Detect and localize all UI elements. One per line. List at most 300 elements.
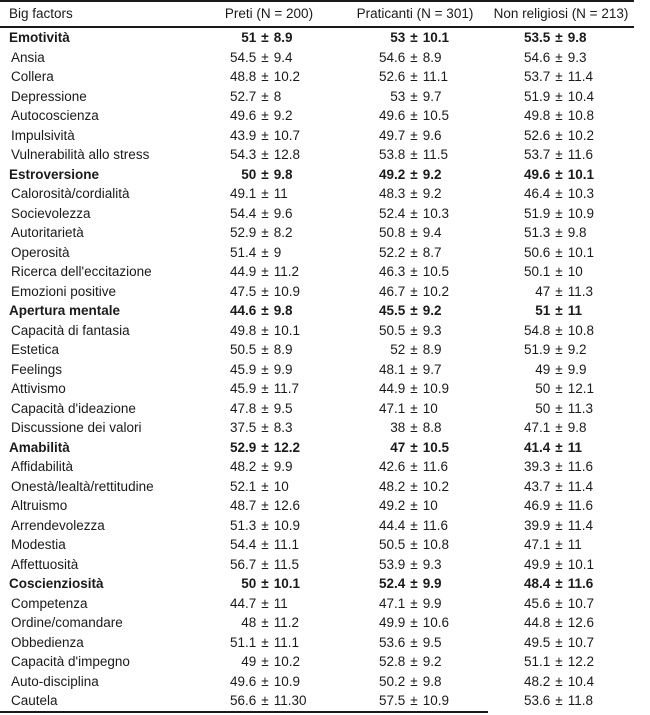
value-cell-prat bbox=[342, 27, 488, 48]
mean-value: 44.6 bbox=[230, 303, 257, 318]
value-cell-preti bbox=[196, 67, 342, 87]
mean-sd-value bbox=[196, 499, 342, 513]
plus-minus-icon: ± bbox=[261, 88, 269, 104]
facet-label: Onestà/lealtà/rettitudine bbox=[11, 478, 154, 494]
mean-sd-value bbox=[488, 460, 634, 474]
mean-sd-value bbox=[488, 694, 634, 708]
plus-minus-icon: ± bbox=[555, 244, 563, 260]
mean-sd-value bbox=[196, 207, 342, 221]
mean-value: 39.3 bbox=[524, 459, 551, 474]
sd-value: 11.7 bbox=[273, 381, 299, 396]
value-cell-nonrel bbox=[488, 496, 634, 516]
mean-value: 48.2 bbox=[230, 459, 257, 474]
mean-sd-value bbox=[342, 519, 488, 533]
facet-label: Impulsività bbox=[11, 127, 75, 143]
plus-minus-icon: ± bbox=[555, 576, 563, 591]
sd-value: 11 bbox=[567, 439, 582, 455]
value-cell-nonrel bbox=[488, 184, 634, 204]
plus-minus-icon: ± bbox=[410, 478, 418, 494]
value-cell-nonrel bbox=[488, 282, 634, 302]
mean-value: 51.3 bbox=[524, 225, 551, 240]
mean-sd-value bbox=[488, 441, 634, 455]
plus-minus-icon: ± bbox=[410, 322, 418, 338]
plus-minus-icon: ± bbox=[261, 283, 269, 299]
sd-value: 9.9 bbox=[567, 361, 587, 377]
plus-minus-icon: ± bbox=[261, 478, 269, 494]
mean-value: 52.8 bbox=[379, 654, 406, 669]
sd-value: 11.6 bbox=[567, 147, 593, 162]
value-cell-preti bbox=[196, 555, 342, 575]
plus-minus-icon: ± bbox=[410, 498, 418, 513]
mean-sd-value bbox=[342, 304, 488, 318]
sd-value: 9.6 bbox=[273, 205, 293, 221]
value-cell-prat bbox=[342, 516, 488, 536]
mean-value: 53.8 bbox=[379, 147, 406, 162]
value-cell-nonrel bbox=[488, 67, 634, 87]
mean-sd-value bbox=[196, 636, 342, 650]
mean-sd-value bbox=[342, 694, 488, 708]
mean-value: 54.3 bbox=[230, 147, 257, 162]
plus-minus-icon: ± bbox=[261, 595, 269, 611]
table-row bbox=[0, 301, 634, 321]
mean-sd-value bbox=[488, 226, 634, 240]
sd-value: 10.9 bbox=[422, 381, 449, 396]
sd-value: 10.5 bbox=[422, 108, 449, 123]
plus-minus-icon: ± bbox=[555, 303, 563, 318]
value-cell-preti bbox=[196, 418, 342, 438]
mean-sd-value bbox=[196, 51, 342, 65]
facet-label: Arrendevolezza bbox=[11, 517, 105, 533]
plus-minus-icon: ± bbox=[261, 264, 269, 279]
value-cell-nonrel bbox=[488, 535, 634, 555]
value-cell-nonrel bbox=[488, 516, 634, 536]
column-header-non-religiosi: Non religiosi (N = 213) bbox=[488, 1, 634, 27]
sd-value: 9.3 bbox=[422, 556, 442, 572]
mean-value: 44.7 bbox=[230, 595, 257, 611]
value-cell-prat bbox=[342, 126, 488, 146]
mean-sd-value bbox=[196, 694, 342, 708]
value-cell-prat bbox=[342, 438, 488, 458]
factor-label: Amabilità bbox=[9, 439, 70, 455]
value-cell-preti bbox=[196, 27, 342, 48]
value-cell-prat bbox=[342, 321, 488, 341]
value-cell-prat bbox=[342, 574, 488, 594]
mean-sd-value bbox=[488, 90, 634, 104]
mean-value: 53.5 bbox=[524, 30, 551, 45]
table-row bbox=[0, 145, 634, 165]
plus-minus-icon: ± bbox=[410, 400, 418, 416]
value-cell-prat bbox=[342, 477, 488, 497]
mean-value: 50 bbox=[535, 400, 551, 416]
mean-value: 56.7 bbox=[230, 556, 257, 572]
plus-minus-icon: ± bbox=[410, 49, 418, 65]
mean-sd-value bbox=[342, 148, 488, 162]
mean-sd-value bbox=[196, 226, 342, 240]
mean-value: 43.9 bbox=[230, 127, 257, 143]
sd-value: 9.8 bbox=[422, 673, 442, 689]
mean-sd-value bbox=[342, 70, 488, 84]
facet-label: Ricerca dell'eccitazione bbox=[11, 264, 152, 279]
mean-value: 49.5 bbox=[524, 634, 551, 650]
sd-value: 9.9 bbox=[422, 576, 442, 591]
table-row bbox=[0, 516, 634, 536]
plus-minus-icon: ± bbox=[410, 127, 418, 143]
sd-value: 11.4 bbox=[567, 478, 593, 494]
table-row bbox=[0, 574, 634, 594]
plus-minus-icon: ± bbox=[261, 634, 269, 650]
bottom-rule-gap bbox=[488, 712, 634, 715]
sd-value: 10.3 bbox=[567, 186, 594, 201]
plus-minus-icon: ± bbox=[410, 283, 418, 299]
plus-minus-icon: ± bbox=[555, 147, 563, 162]
sd-value: 8.7 bbox=[422, 244, 442, 260]
sd-value: 10.4 bbox=[567, 88, 594, 104]
plus-minus-icon: ± bbox=[410, 264, 418, 279]
plus-minus-icon: ± bbox=[261, 30, 269, 45]
value-cell-preti bbox=[196, 340, 342, 360]
sd-value: 10.8 bbox=[567, 322, 594, 338]
plus-minus-icon: ± bbox=[410, 693, 418, 708]
plus-minus-icon: ± bbox=[410, 303, 418, 318]
plus-minus-icon: ± bbox=[555, 283, 563, 299]
mean-sd-value bbox=[342, 421, 488, 435]
value-cell-nonrel bbox=[488, 555, 634, 575]
value-cell-prat bbox=[342, 282, 488, 302]
mean-value: 49.6 bbox=[524, 166, 551, 182]
mean-value: 52.9 bbox=[230, 225, 257, 240]
mean-value: 52.7 bbox=[230, 88, 257, 104]
value-cell-prat bbox=[342, 633, 488, 653]
mean-value: 47 bbox=[390, 439, 406, 455]
sd-value: 9.8 bbox=[273, 166, 293, 182]
value-cell-preti bbox=[196, 496, 342, 516]
value-cell-nonrel bbox=[488, 204, 634, 224]
mean-value: 53.7 bbox=[524, 69, 551, 84]
table-row bbox=[0, 67, 634, 87]
facet-label: Operosità bbox=[11, 244, 70, 260]
plus-minus-icon: ± bbox=[555, 30, 563, 45]
sd-value: 9.8 bbox=[567, 225, 587, 240]
table-row bbox=[0, 691, 634, 712]
sd-value: 10.1 bbox=[422, 30, 449, 45]
sd-value: 9.8 bbox=[567, 30, 587, 45]
facet-label: Capacità d'impegno bbox=[11, 654, 130, 669]
mean-sd-value bbox=[488, 207, 634, 221]
table-row bbox=[0, 340, 634, 360]
mean-value: 48.7 bbox=[230, 498, 257, 513]
mean-sd-value bbox=[488, 246, 634, 260]
plus-minus-icon: ± bbox=[555, 361, 563, 377]
sd-value: 11.4 bbox=[567, 69, 593, 84]
mean-value: 50 bbox=[241, 166, 257, 182]
mean-sd-value bbox=[196, 441, 342, 455]
mean-sd-value bbox=[342, 90, 488, 104]
sd-value: 12.8 bbox=[273, 147, 300, 162]
mean-value: 49.2 bbox=[379, 166, 406, 182]
value-cell-preti bbox=[196, 360, 342, 380]
sd-value: 10.9 bbox=[422, 693, 449, 708]
mean-value: 54.4 bbox=[230, 205, 257, 221]
facet-label: Affidabilità bbox=[11, 459, 74, 474]
mean-value: 54.6 bbox=[379, 49, 406, 65]
mean-value: 50.5 bbox=[379, 537, 406, 552]
value-cell-prat bbox=[342, 399, 488, 419]
mean-sd-value bbox=[342, 538, 488, 552]
value-cell-preti bbox=[196, 652, 342, 672]
mean-sd-value bbox=[342, 558, 488, 572]
value-cell-preti bbox=[196, 165, 342, 185]
plus-minus-icon: ± bbox=[261, 342, 269, 357]
plus-minus-icon: ± bbox=[261, 439, 269, 455]
factor-label: Estroversione bbox=[9, 166, 100, 182]
plus-minus-icon: ± bbox=[410, 166, 418, 182]
mean-value: 42.6 bbox=[379, 459, 406, 474]
plus-minus-icon: ± bbox=[555, 595, 563, 611]
value-cell-prat bbox=[342, 67, 488, 87]
value-cell-nonrel bbox=[488, 457, 634, 477]
plus-minus-icon: ± bbox=[555, 400, 563, 416]
mean-sd-value bbox=[488, 558, 634, 572]
plus-minus-icon: ± bbox=[261, 693, 269, 708]
plus-minus-icon: ± bbox=[555, 673, 563, 689]
mean-sd-value bbox=[488, 187, 634, 201]
mean-sd-value bbox=[488, 480, 634, 494]
value-cell-preti bbox=[196, 204, 342, 224]
value-cell-prat bbox=[342, 535, 488, 555]
sd-value: 9.4 bbox=[422, 225, 442, 240]
sd-value: 11 bbox=[567, 303, 582, 318]
plus-minus-icon: ± bbox=[410, 634, 418, 650]
sd-value: 10.9 bbox=[567, 205, 594, 221]
mean-sd-value bbox=[342, 187, 488, 201]
mean-sd-value bbox=[488, 343, 634, 357]
mean-value: 49.6 bbox=[230, 108, 257, 123]
mean-sd-value bbox=[488, 51, 634, 65]
factor-label: Coscienziosità bbox=[9, 576, 104, 591]
sd-value: 11.2 bbox=[273, 264, 299, 279]
sd-value: 11.6 bbox=[567, 459, 593, 474]
plus-minus-icon: ± bbox=[261, 576, 269, 591]
sd-value: 9.9 bbox=[273, 459, 293, 474]
mean-sd-value bbox=[196, 343, 342, 357]
value-cell-nonrel bbox=[488, 477, 634, 497]
plus-minus-icon: ± bbox=[555, 69, 563, 84]
column-header-big-factors: Big factors bbox=[0, 1, 196, 27]
table-row bbox=[0, 594, 634, 614]
mean-sd-value bbox=[488, 363, 634, 377]
value-cell-preti bbox=[196, 672, 342, 692]
mean-sd-value bbox=[196, 285, 342, 299]
mean-sd-value bbox=[488, 129, 634, 143]
table-row bbox=[0, 672, 634, 692]
value-cell-preti bbox=[196, 574, 342, 594]
value-cell-preti bbox=[196, 535, 342, 555]
value-cell-preti bbox=[196, 87, 342, 107]
sd-value: 12.6 bbox=[273, 498, 300, 513]
plus-minus-icon: ± bbox=[261, 420, 269, 435]
value-cell-prat bbox=[342, 613, 488, 633]
plus-minus-icon: ± bbox=[261, 186, 269, 201]
value-cell-preti bbox=[196, 184, 342, 204]
mean-value: 52.9 bbox=[230, 439, 257, 455]
table-row bbox=[0, 204, 634, 224]
sd-value: 9.3 bbox=[567, 49, 587, 65]
mean-sd-value bbox=[342, 129, 488, 143]
value-cell-preti bbox=[196, 594, 342, 614]
plus-minus-icon: ± bbox=[410, 537, 418, 552]
table-row bbox=[0, 87, 634, 107]
mean-value: 37.5 bbox=[230, 420, 257, 435]
plus-minus-icon: ± bbox=[261, 654, 269, 669]
plus-minus-icon: ± bbox=[261, 303, 269, 318]
sd-value: 10.7 bbox=[273, 127, 300, 143]
value-cell-preti bbox=[196, 282, 342, 302]
plus-minus-icon: ± bbox=[555, 615, 563, 630]
mean-value: 48.4 bbox=[524, 576, 551, 591]
mean-value: 46.4 bbox=[524, 186, 551, 201]
sd-value: 10.6 bbox=[422, 615, 449, 630]
plus-minus-icon: ± bbox=[410, 439, 418, 455]
mean-sd-value bbox=[196, 129, 342, 143]
mean-sd-value bbox=[196, 675, 342, 689]
facet-label: Cautela bbox=[11, 693, 58, 708]
sd-value: 10.9 bbox=[273, 673, 300, 689]
sd-value: 11.8 bbox=[567, 693, 593, 708]
table-footer bbox=[0, 712, 634, 715]
mean-value: 48.2 bbox=[524, 673, 551, 689]
sd-value: 9.8 bbox=[273, 303, 293, 318]
sd-value: 11.1 bbox=[273, 634, 299, 650]
plus-minus-icon: ± bbox=[261, 400, 269, 416]
sd-value: 9.7 bbox=[422, 88, 442, 104]
value-cell-prat bbox=[342, 48, 488, 68]
value-cell-nonrel bbox=[488, 243, 634, 263]
plus-minus-icon: ± bbox=[410, 576, 418, 591]
mean-value: 50 bbox=[241, 576, 257, 591]
sd-value: 10.8 bbox=[567, 108, 594, 123]
mean-sd-value bbox=[196, 402, 342, 416]
plus-minus-icon: ± bbox=[555, 186, 563, 201]
value-cell-prat bbox=[342, 87, 488, 107]
mean-sd-value bbox=[196, 616, 342, 630]
plus-minus-icon: ± bbox=[555, 654, 563, 669]
sd-value: 9.4 bbox=[273, 49, 293, 65]
plus-minus-icon: ± bbox=[261, 147, 269, 162]
plus-minus-icon: ± bbox=[555, 342, 563, 357]
mean-sd-value bbox=[488, 675, 634, 689]
mean-value: 51 bbox=[535, 303, 551, 318]
plus-minus-icon: ± bbox=[410, 225, 418, 240]
value-cell-prat bbox=[342, 301, 488, 321]
sd-value: 9.2 bbox=[422, 186, 442, 201]
mean-sd-value bbox=[488, 616, 634, 630]
mean-value: 45.6 bbox=[524, 595, 551, 611]
mean-sd-value bbox=[488, 519, 634, 533]
mean-sd-value bbox=[488, 499, 634, 513]
sd-value: 10 bbox=[273, 478, 289, 494]
sd-value: 11.5 bbox=[422, 147, 448, 162]
mean-value: 46.3 bbox=[379, 264, 406, 279]
mean-value: 49 bbox=[241, 654, 257, 669]
facet-label: Autocoscienza bbox=[11, 108, 99, 123]
sd-value: 9.9 bbox=[273, 361, 293, 377]
plus-minus-icon: ± bbox=[555, 693, 563, 708]
table-row bbox=[0, 360, 634, 380]
value-cell-nonrel bbox=[488, 321, 634, 341]
mean-value: 52.2 bbox=[379, 244, 406, 260]
sd-value: 8 bbox=[273, 88, 282, 104]
plus-minus-icon: ± bbox=[410, 595, 418, 611]
plus-minus-icon: ± bbox=[555, 537, 563, 552]
sd-value: 11 bbox=[567, 537, 582, 552]
value-cell-nonrel bbox=[488, 399, 634, 419]
mean-value: 49 bbox=[535, 361, 551, 377]
mean-sd-value bbox=[196, 480, 342, 494]
sd-value: 10.2 bbox=[422, 283, 449, 299]
mean-value: 49.2 bbox=[379, 498, 406, 513]
table-row bbox=[0, 106, 634, 126]
table-header bbox=[0, 1, 634, 27]
mean-value: 50.1 bbox=[524, 264, 551, 279]
mean-sd-value bbox=[488, 168, 634, 182]
sd-value: 10.7 bbox=[567, 595, 594, 611]
facet-label: Altruismo bbox=[11, 498, 68, 513]
mean-value: 53 bbox=[390, 30, 406, 45]
facet-label: Modestia bbox=[11, 537, 66, 552]
plus-minus-icon: ± bbox=[555, 381, 563, 396]
table-row bbox=[0, 496, 634, 516]
plus-minus-icon: ± bbox=[410, 244, 418, 260]
mean-value: 52.6 bbox=[379, 69, 406, 84]
sd-value: 10.1 bbox=[567, 244, 594, 260]
sd-value: 10.1 bbox=[567, 166, 594, 182]
plus-minus-icon: ± bbox=[410, 420, 418, 435]
plus-minus-icon: ± bbox=[555, 459, 563, 474]
mean-sd-value bbox=[196, 519, 342, 533]
mean-value: 49.8 bbox=[524, 108, 551, 123]
value-cell-nonrel bbox=[488, 262, 634, 282]
mean-sd-value bbox=[196, 421, 342, 435]
value-cell-prat bbox=[342, 652, 488, 672]
sd-value: 10 bbox=[422, 400, 438, 416]
bottom-rule bbox=[0, 712, 634, 715]
plus-minus-icon: ± bbox=[555, 225, 563, 240]
plus-minus-icon: ± bbox=[261, 498, 269, 513]
mean-sd-value bbox=[342, 246, 488, 260]
plus-minus-icon: ± bbox=[555, 498, 563, 513]
sd-value: 11.6 bbox=[567, 498, 593, 513]
plus-minus-icon: ± bbox=[261, 361, 269, 377]
header-row bbox=[0, 1, 634, 27]
sd-value: 11 bbox=[273, 595, 288, 611]
mean-value: 48.1 bbox=[379, 361, 406, 377]
mean-value: 45.9 bbox=[230, 361, 257, 377]
value-cell-prat bbox=[342, 555, 488, 575]
mean-sd-value bbox=[488, 304, 634, 318]
table-row bbox=[0, 555, 634, 575]
value-cell-preti bbox=[196, 321, 342, 341]
value-cell-nonrel bbox=[488, 106, 634, 126]
mean-value: 54.8 bbox=[524, 322, 551, 338]
value-cell-prat bbox=[342, 106, 488, 126]
sd-value: 10.2 bbox=[273, 69, 300, 84]
mean-value: 49.9 bbox=[524, 556, 551, 572]
value-cell-nonrel bbox=[488, 574, 634, 594]
sd-value: 11.6 bbox=[422, 517, 448, 533]
value-cell-nonrel bbox=[488, 672, 634, 692]
sd-value: 11.30 bbox=[273, 693, 307, 708]
value-cell-nonrel bbox=[488, 301, 634, 321]
